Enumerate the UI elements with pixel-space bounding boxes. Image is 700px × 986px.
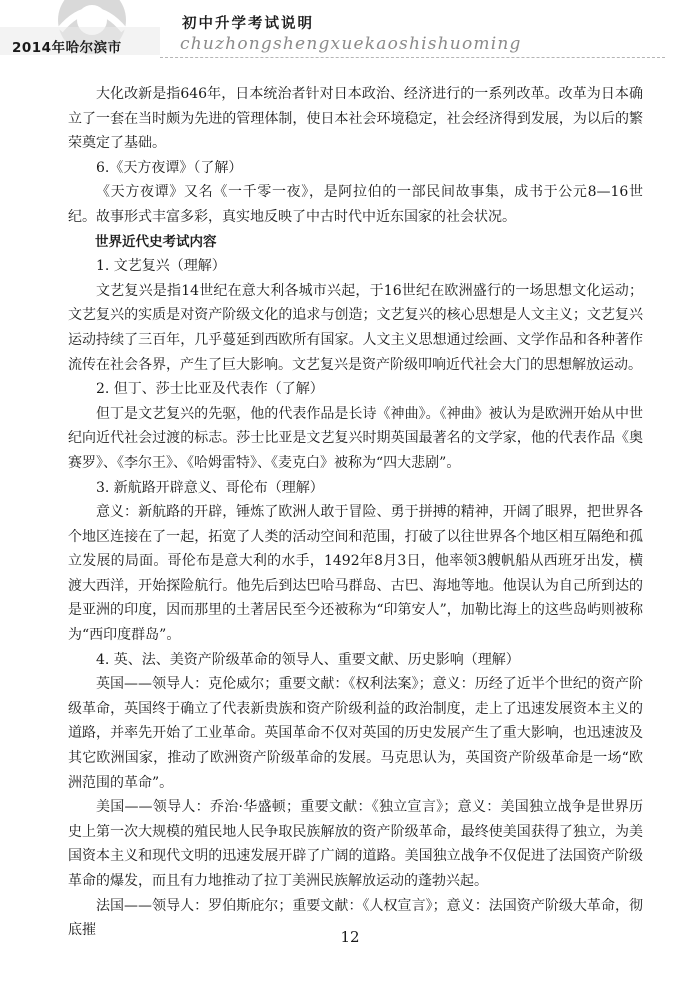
header-divider	[160, 57, 665, 58]
heading-bourgeois-revolutions: 4. 英、法、美资产阶级革命的领导人、重要文献、历史影响（理解）	[96, 651, 520, 668]
paragraph-arabian-nights: 《天方夜谭》又名《一千零一夜》，是阿拉伯的一部民间故事集，成书于公元8—16世纪。故事形式丰富多彩，真实地反映了中古时代中近东国家的社会状况。	[68, 184, 643, 225]
paragraph-england: 英国——领导人：克伦威尔；重要文献：《权利法案》；意义：历经了近半个世纪的资产阶级革命，英国终于确立了代表新贵族和资产阶级利益的政治制度，走上了迅速发展资本主义的道路，并率先开始了工业革命。英国革命不仅对英国的历史发展产生了重大影响，也迅速波及其它欧洲国家，推动了欧洲资产阶级革命的发展。马克思认为，英国资产阶级革命是一场“欧洲范围的革命”。	[68, 676, 643, 791]
year-label: 2014年哈尔滨市	[12, 40, 122, 56]
page-number: 12	[340, 928, 360, 946]
book-title-pinyin: chuzhongshengxuekaoshishuoming	[180, 34, 522, 54]
heading-new-sea-routes: 3. 新航路开辟意义、哥伦布（理解）	[96, 479, 324, 496]
paragraph-taika-reform: 大化改新是指646年，日本统治者针对日本政治、经济进行的一系列改革。改革为日本确立了一套在当时颇为先进的管理体制，使日本社会环境稳定，社会经济得到发展，为以后的繁荣奠定了基础。	[68, 86, 643, 152]
paragraph-france: 法国——领导人：罗伯斯庇尔；重要文献：《人权宣言》；意义：法国资产阶级大革命，彻底摧	[68, 897, 643, 939]
book-title: 初中升学考试说明	[182, 16, 314, 32]
section-heading-modern-history: 世界近代史考试内容	[95, 233, 217, 250]
paragraph-renaissance: 文艺复兴是指14世纪在意大利各城市兴起，于16世纪在欧洲盛行的一场思想文化运动；文艺复兴的实质是对资产阶级文化的追求与创造；文艺复兴的核心思想是人文主义；文艺复兴运动持续了三百年，几乎蔓延到西欧所有国家。人文主义思想通过绘画、文学作品和各种著作流传在社会各界，产生了巨大影响。文艺复兴是资产阶级叩响近代社会大门的思想解放运动。	[68, 282, 643, 373]
paragraph-dante-shakespeare: 但丁是文艺复兴的先驱，他的代表作品是长诗《神曲》。《神曲》被认为是欧洲开始从中世纪向近代社会过渡的标志。莎士比亚是文艺复兴时期英国最著名的文学家，他的代表作品《奥赛罗》、《李尔王》、《哈姆雷特》、《麦克白》被称为“四大悲剧”。	[68, 405, 643, 471]
paragraph-usa: 美国——领导人：乔治·华盛顿；重要文献：《独立宣言》；意义：美国独立战争是世界历史上第一次大规模的殖民地人民争取民族解放的资产阶级革命，最终使美国获得了独立，为美国资本主义和现代文明的迅速发展开辟了广阔的道路。美国独立战争不仅促进了法国资产阶级革命的爆发，而且有力地推动了拉丁美洲民族解放运动的蓬勃兴起。	[68, 799, 643, 889]
heading-dante-shakespeare: 2. 但丁、莎士比亚及代表作（了解）	[96, 381, 324, 398]
heading-renaissance: 1. 文艺复兴（理解）	[96, 258, 226, 275]
page-body	[68, 82, 643, 943]
heading-arabian-nights: 6.《天方夜谭》（了解）	[96, 159, 243, 176]
paragraph-new-sea-routes: 意义：新航路的开辟，锤炼了欧洲人敢于冒险、勇于拼搏的精神，开阔了眼界，把世界各个地区连接在了一起，拓宽了人类的活动空间和范围，打破了以往世界各个地区相互隔绝和孤立发展的局面。哥伦布是意大利的水手，1492年8月3日，他率领3艘帆船从西班牙出发，横渡大西洋，开始探险航行。他先后到达巴哈马群岛、古巴、海地等地。他误认为自己所到达的是亚洲的印度，因而那里的土著居民至今还被称为“印第安人”，加勒比海上的这些岛屿则被称为“西印度群岛”。	[68, 504, 643, 644]
